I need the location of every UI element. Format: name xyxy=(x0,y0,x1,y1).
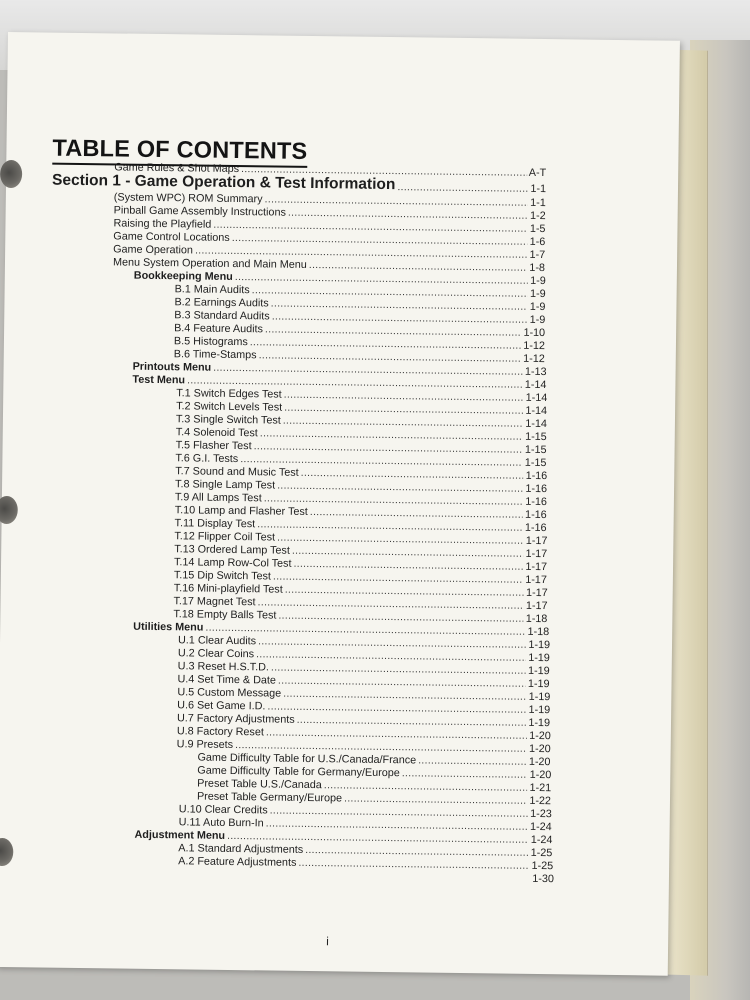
toc-entry-label: (System WPC) ROM Summary xyxy=(113,191,263,206)
toc-entry-page: 1-24 xyxy=(529,820,552,834)
toc-entry-page: 1-19 xyxy=(527,664,550,678)
toc-entry-page: 1-22 xyxy=(529,794,552,808)
toc-entry-label: T.8 Single Lamp Test xyxy=(175,478,276,492)
toc-entry-label: B.5 Histograms xyxy=(173,335,248,349)
toc-entry-label: B.6 Time-Stamps xyxy=(173,348,257,362)
toc-entry-page: 1-25 xyxy=(530,846,553,860)
toc-entry-label: Section 1 - Game Operation & Test Information xyxy=(51,171,396,194)
toc-entry-label: Preset Table Germany/Europe xyxy=(196,790,343,805)
toc-entry-page: 1-15 xyxy=(524,443,547,457)
toc-entry-page: 1-5 xyxy=(529,222,546,236)
toc-entry-label: A.2 Feature Adjustments xyxy=(178,855,297,869)
page-number: i xyxy=(326,934,329,949)
toc-entry-label: T.10 Lamp and Flasher Test xyxy=(174,504,308,518)
toc-entry-label: Printouts Menu xyxy=(132,360,212,374)
toc-entry-page: 1-9 xyxy=(529,287,546,301)
toc-entry-page: 1-15 xyxy=(525,430,547,444)
toc-entry-page: 1-10 xyxy=(523,326,546,340)
binder-hole-icon xyxy=(0,496,18,524)
toc-entry-label: B.4 Feature Audits xyxy=(174,322,264,336)
toc-entry-page: 1-19 xyxy=(527,677,550,691)
toc-entry-page: 1-6 xyxy=(529,235,546,249)
toc-entry-page: 1-14 xyxy=(524,378,547,392)
toc-entry-label: U.2 Clear Coins xyxy=(177,647,255,661)
toc-entry-label: T.18 Empty Balls Test xyxy=(173,608,277,622)
toc-entry-label: T.13 Ordered Lamp Test xyxy=(174,543,290,557)
toc-entry-label: Test Menu xyxy=(132,373,186,387)
toc-entry-label: T.2 Switch Levels Test xyxy=(176,400,283,414)
toc-entry-page: 1-14 xyxy=(525,404,548,418)
toc-entry-page: 1-12 xyxy=(523,352,545,366)
toc-entry-page: 1-17 xyxy=(525,534,548,548)
toc-entry-label: U.7 Factory Adjustments xyxy=(176,712,295,726)
toc-entry-page: 1-15 xyxy=(524,456,547,470)
binder-hole-icon xyxy=(0,838,13,866)
toc-entry-label: Raising the Playfield xyxy=(113,217,212,231)
toc-entry-page: 1-14 xyxy=(525,417,547,431)
toc-entry-label: U.9 Presets xyxy=(176,738,234,752)
toc-entry-label: B.2 Earnings Audits xyxy=(174,296,269,310)
toc-entry-label: T.16 Mini-playfield Test xyxy=(173,582,283,596)
toc-entry-page: 1-17 xyxy=(525,560,548,574)
toc-entry-label: U.1 Clear Audits xyxy=(177,634,257,648)
toc-entry-label: T.6 G.I. Tests xyxy=(175,452,239,466)
toc-entry-label: T.4 Solenoid Test xyxy=(175,426,258,440)
toc-entry-label: T.14 Lamp Row-Col Test xyxy=(173,556,292,570)
toc-trailing-page: 1-30 xyxy=(532,872,555,886)
binder-hole-icon xyxy=(0,160,22,188)
toc-entry-page: 1-9 xyxy=(530,274,546,288)
toc-entry-page: 1-16 xyxy=(525,469,548,483)
toc-entry-page: 1-17 xyxy=(525,573,547,587)
toc-entry-label: U.8 Factory Reset xyxy=(176,725,264,739)
toc-entry-label: Utilities Menu xyxy=(133,620,204,634)
toc-entry-page: 1-7 xyxy=(529,248,546,262)
toc-entry-page: 1-14 xyxy=(525,391,548,405)
toc-entry-label: B.1 Main Audits xyxy=(174,283,250,297)
toc-entry-page: 1-13 xyxy=(524,365,547,379)
toc-entry-label: Game Operation xyxy=(113,243,194,257)
toc-entry-page: 1-17 xyxy=(525,599,548,613)
toc-entry-label: Preset Table U.S./Canada xyxy=(197,777,322,792)
toc-entry-page: 1-9 xyxy=(529,313,546,327)
toc-entry-page: 1-23 xyxy=(530,807,552,821)
toc-entry-page: 1-12 xyxy=(523,339,546,353)
toc-entry-label: U.3 Reset H.S.T.D. xyxy=(177,660,269,674)
toc-entry-page: 1-17 xyxy=(525,586,548,600)
toc-entry-page: 1-18 xyxy=(525,612,548,626)
toc-entry-label: A.1 Standard Adjustments xyxy=(178,842,304,856)
toc-entry-label: T.1 Switch Edges Test xyxy=(176,387,282,401)
toc-entry-label: Game Difficulty Table for U.S./Canada/France xyxy=(197,751,417,767)
toc-entry-page: 1-20 xyxy=(529,729,551,743)
toc-entry-page: 1-16 xyxy=(525,482,548,496)
toc-entry-page: 1-2 xyxy=(529,209,546,223)
toc-entry-label: T.17 Magnet Test xyxy=(173,595,256,609)
toc-entry-label: U.5 Custom Message xyxy=(177,686,282,700)
toc-entry-page: 1-19 xyxy=(528,638,551,652)
toc-entry-page: 1-19 xyxy=(528,703,551,717)
toc-entry-page: 1-16 xyxy=(525,508,547,522)
toc-entry-label: Game Difficulty Table for Germany/Europe xyxy=(197,764,400,780)
toc-entry-page: 1-16 xyxy=(525,495,547,509)
toc-entry-label: Adjustment Menu xyxy=(134,828,226,842)
toc-entry-label: T.12 Flipper Coil Test xyxy=(174,530,276,544)
toc-entry-label: T.15 Dip Switch Test xyxy=(173,569,271,583)
toc-entry-label: Game Rules & Shot Maps xyxy=(114,161,240,176)
toc-entry-page: 1-17 xyxy=(525,547,548,561)
document-page xyxy=(0,32,680,976)
toc-entry-page: 1-9 xyxy=(529,300,546,314)
toc-entry-label: T.9 All Lamps Test xyxy=(174,491,262,505)
toc-entry-label: Menu System Operation and Main Menu xyxy=(112,256,307,271)
toc-entry-page: 1-16 xyxy=(524,521,547,535)
toc-entry-page: A-T xyxy=(528,166,547,180)
toc-entry-page: 1-8 xyxy=(529,261,546,275)
toc-entry-label: T.3 Single Switch Test xyxy=(175,413,281,427)
toc-entry-label: Bookkeeping Menu xyxy=(133,269,233,283)
toc-entry-page: 1-21 xyxy=(529,781,552,795)
toc-entry-label: T.11 Display Test xyxy=(174,517,256,531)
toc-entry-page: 1-18 xyxy=(527,625,550,639)
dot-leader xyxy=(397,181,528,196)
toc-entry-page: 1-20 xyxy=(529,768,552,782)
toc-entry-page: 1-19 xyxy=(528,651,550,665)
toc-entry-label: T.5 Flasher Test xyxy=(175,439,252,453)
toc-entry-page: 1-19 xyxy=(528,690,551,704)
toc-entry-label: U.4 Set Time & Date xyxy=(177,673,277,687)
toc-entry-label: U.6 Set Game I.D. xyxy=(177,699,266,713)
toc-entry-page: 1-20 xyxy=(528,742,551,756)
toc-entry-page: 1-19 xyxy=(528,716,551,730)
toc-entry-label: U.10 Clear Credits xyxy=(178,803,268,817)
toc-entry-page: 1-20 xyxy=(528,755,551,769)
toc-entry-page: 1-1 xyxy=(530,196,546,210)
toc-entry-label: B.3 Standard Audits xyxy=(174,309,270,323)
toc-entry-page: 1-1 xyxy=(530,182,547,196)
toc-entry-label: Game Control Locations xyxy=(113,230,230,244)
toc-entry-page: 1-24 xyxy=(530,833,553,847)
toc-entry-label: U.11 Auto Burn-In xyxy=(178,816,264,830)
toc-entry-label: Pinball Game Assembly Instructions xyxy=(113,204,286,219)
dot-leader xyxy=(298,857,529,873)
page-title: TABLE OF CONTENTS xyxy=(52,135,307,168)
toc-entry-label: T.7 Sound and Music Test xyxy=(175,465,299,479)
toc-entry-page: 1-25 xyxy=(531,859,554,873)
